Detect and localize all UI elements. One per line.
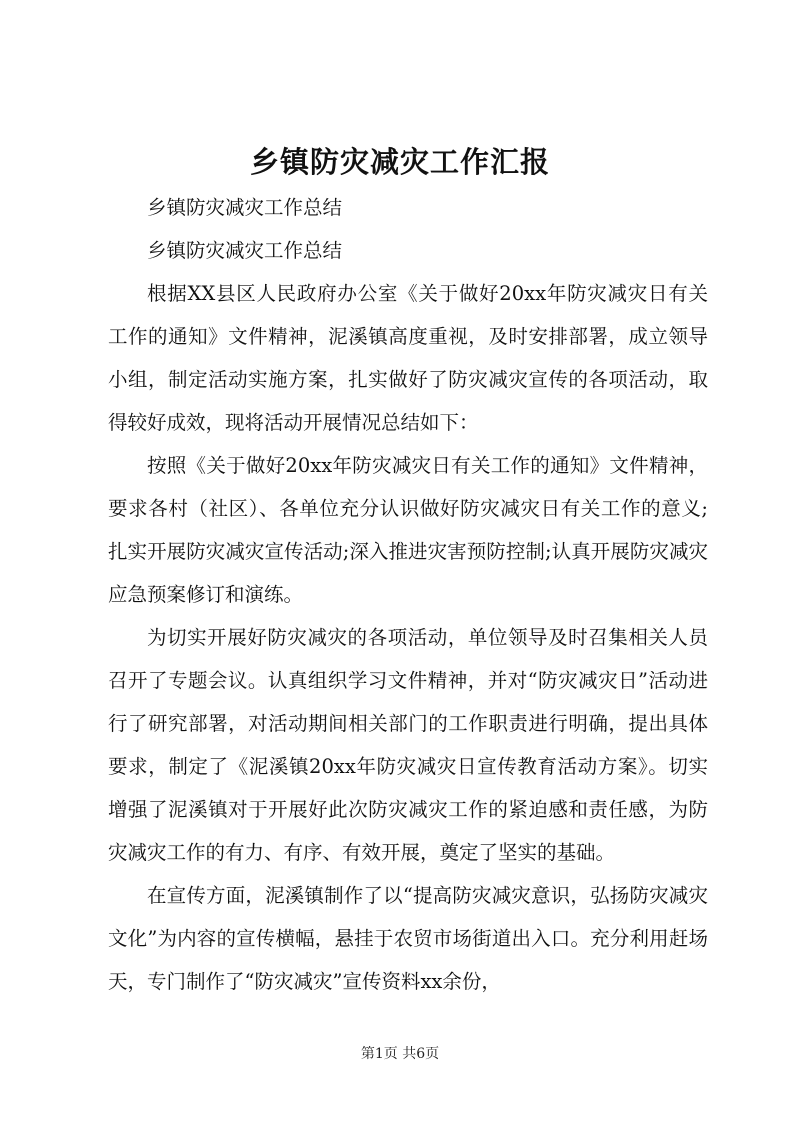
body-paragraph: 根据XX县区人民政府办公室《关于做好20xx年防灾减灾日有关工作的通知》文件精神，泥溪镇高度重视，及时安排部署，成立领导小组，制定活动实施方案，扎实做好了防灾减灾宣传的各项活动，取得较好成效，现将活动开展情况总结如下： bbox=[108, 282, 708, 434]
document-body bbox=[108, 186, 708, 1003]
body-paragraph: 按照《关于做好20xx年防灾减灾日有关工作的通知》文件精神，要求各村（社区）、各单位充分认识做好防灾减灾日有关工作的意义;扎实开展防灾减灾宣传活动;深入推进灾害预防控制;认真开展防灾减灾应急预案修订和演练。 bbox=[108, 454, 708, 606]
page-number-footer: 第1页 共6页 bbox=[360, 1046, 440, 1062]
body-paragraph: 在宣传方面，泥溪镇制作了以“提高防灾减灾意识，弘扬防灾减灾文化”为内容的宣传横幅，悬挂于农贸市场街道出入口。充分利用赶场天，专门制作了“防灾减灾”宣传资料xx余份， bbox=[108, 884, 708, 993]
document-title: 乡镇防灾减灾工作汇报 bbox=[249, 145, 550, 179]
body-paragraph: 为切实开展好防灾减灾的各项活动，单位领导及时召集相关人员召开了专题会议。认真组织学习文件精神，并对“防灾减灾日”活动进行了研究部署，对活动期间相关部门的工作职责进行明确，提出具体要求，制定了《泥溪镇20xx年防灾减灾日宣传教育活动方案》。切实增强了泥溪镇对于开展好此次防灾减灾工作的紧迫感和责任感，为防灾减灾工作的有力、有序、有效开展，奠定了坚实的基础。 bbox=[108, 626, 708, 864]
subtitle-paragraph: 乡镇防灾减灾工作总结 bbox=[147, 239, 343, 262]
subtitle-paragraph: 乡镇防灾减灾工作总结 bbox=[147, 196, 343, 219]
